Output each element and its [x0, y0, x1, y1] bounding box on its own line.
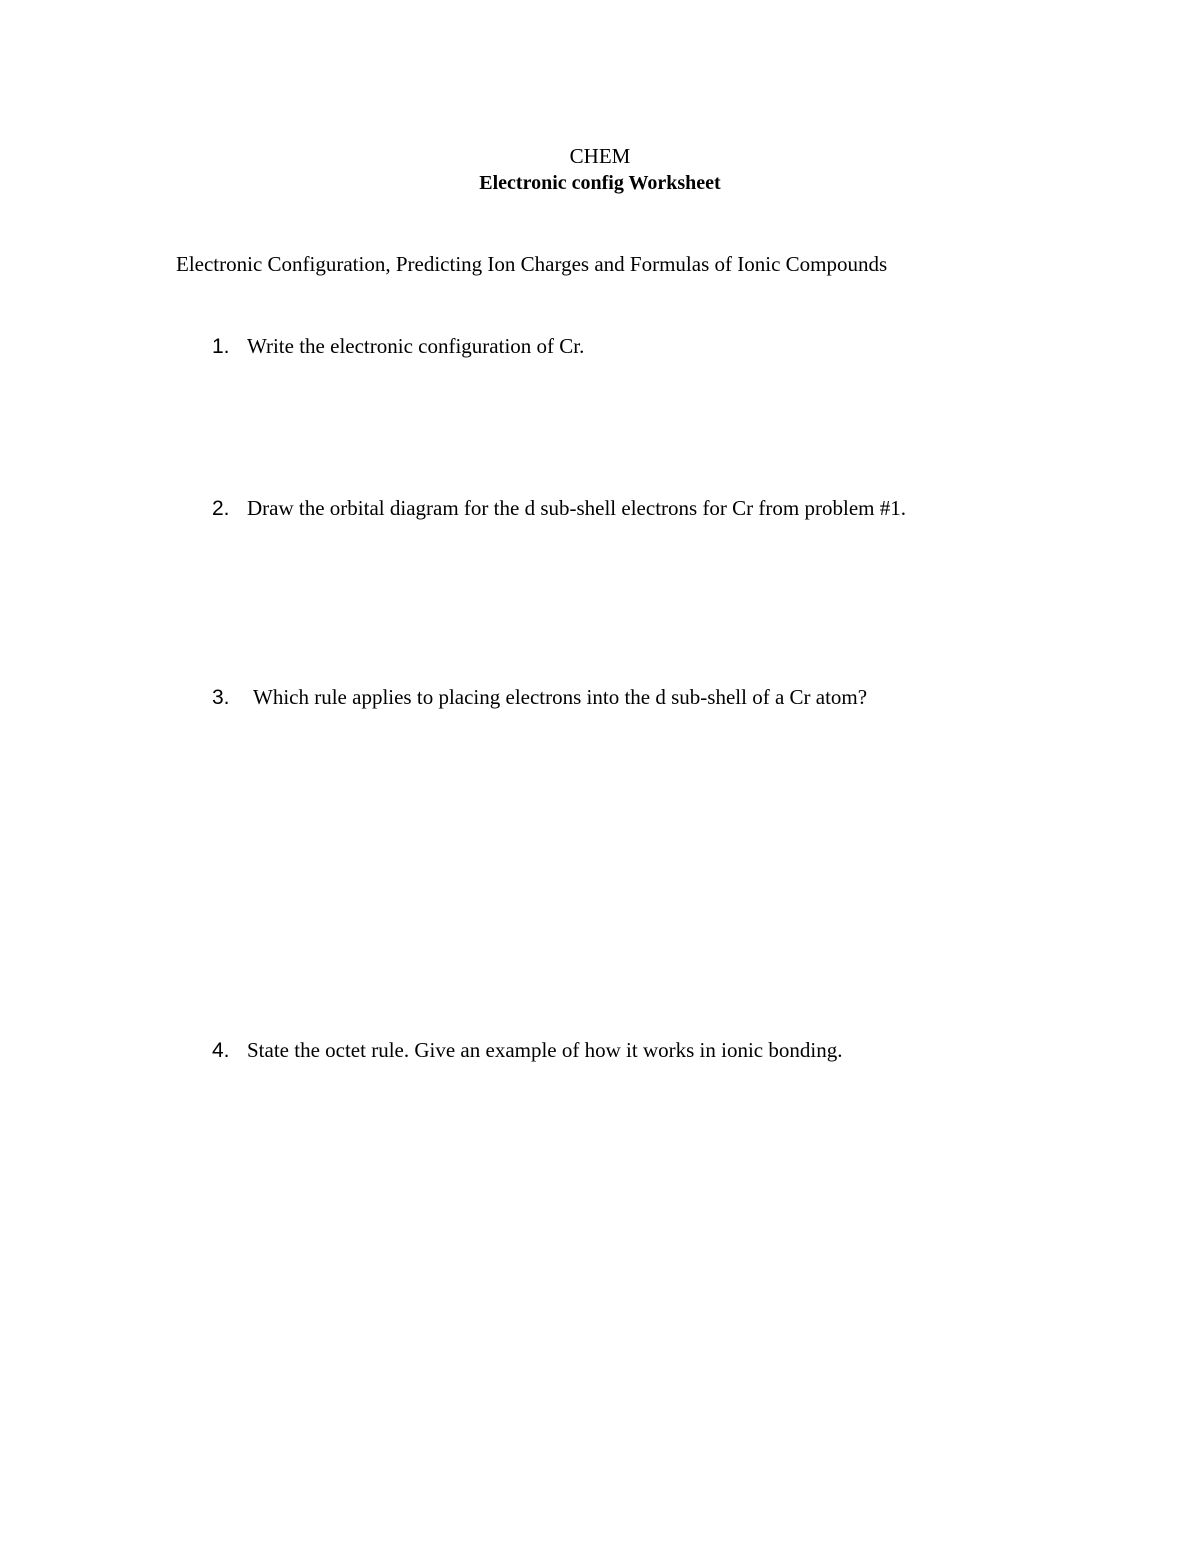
- worksheet-title: Electronic config Worksheet: [479, 172, 721, 194]
- course-title: CHEM: [569, 144, 631, 168]
- question-text: State the octet rule. Give an example of how it works in ionic bonding.: [247, 1038, 843, 1062]
- question-3: [212, 684, 867, 711]
- question-number: 1.: [212, 335, 230, 358]
- question-text: Which rule applies to placing electrons into the d sub-shell of a Cr atom?: [253, 685, 868, 709]
- question-2: [212, 495, 906, 522]
- worksheet-subtitle: Electronic Configuration, Predicting Ion Charges and Formulas of Ionic Compounds: [176, 252, 888, 276]
- question-text: Write the electronic configuration of Cr.: [247, 334, 585, 358]
- question-number: 3.: [212, 686, 230, 709]
- question-text: Draw the orbital diagram for the d sub-shell electrons for Cr from problem #1.: [247, 496, 906, 520]
- question-1: [212, 333, 584, 360]
- question-4: [212, 1037, 842, 1064]
- question-number: 2.: [212, 497, 230, 520]
- question-number: 4.: [212, 1039, 230, 1062]
